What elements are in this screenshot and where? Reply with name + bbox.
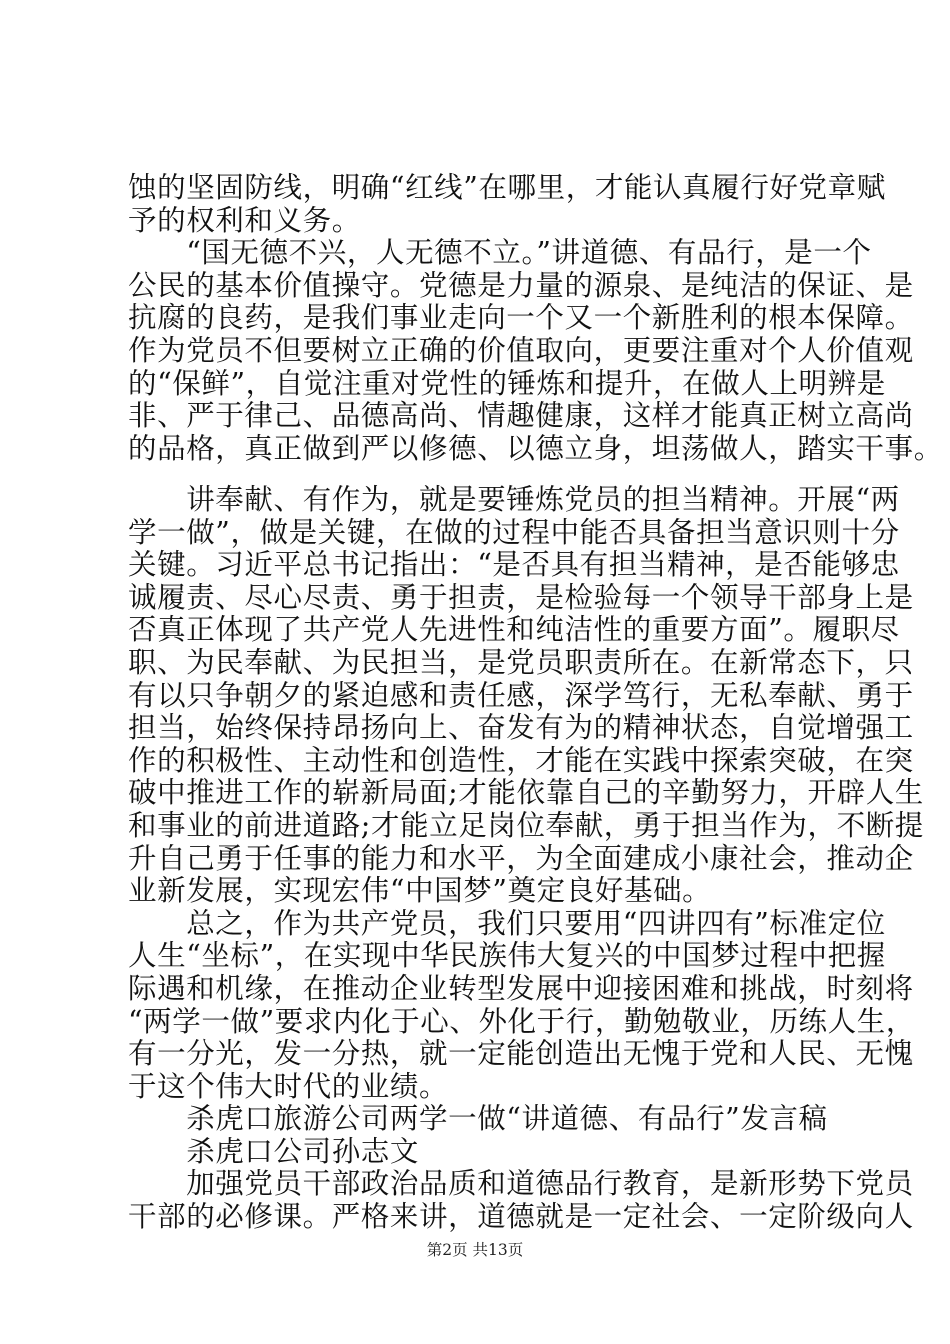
text-line: 干部的必修课。严格来讲，道德就是一定社会、一定阶级向人 — [128, 1200, 914, 1234]
page-number-footer: 第2页 共13页 — [426, 1241, 524, 1259]
text-line: 有一分光，发一分热，就一定能创造出无愧于党和人民、无愧 — [128, 1037, 914, 1071]
text-line: 关键。习近平总书记指出：“是否具有担当精神，是否能够忠 — [128, 548, 900, 582]
text-line: 人生“坐标”，在实现中华民族伟大复兴的中国梦过程中把握 — [128, 939, 886, 973]
body-text-bottom — [128, 483, 924, 1234]
text-line: 破中推进工作的崭新局面;才能依靠自己的辛勤努力，开辟人生 — [128, 776, 924, 810]
text-line: 公民的基本价值操守。党德是力量的源泉、是纯洁的保证、是 — [128, 268, 914, 302]
text-line: 否真正体现了共产党人先进性和纯洁性的重要方面”。履职尽 — [128, 613, 900, 647]
text-line: 职、为民奉献、为民担当，是党员职责所在。在新常态下，只 — [128, 645, 914, 679]
text-line: 的“保鲜”，自觉注重对党性的锤炼和提升，在做人上明辨是 — [128, 366, 886, 400]
text-line: 升自己勇于任事的能力和水平，为全面建成小康社会，推动企 — [128, 841, 914, 875]
text-line: 学一做”，做是关键，在做的过程中能否具备担当意识则十分 — [128, 515, 900, 549]
text-line: 业新发展，实现宏伟“中国梦”奠定良好基础。 — [128, 874, 712, 908]
text-line: 有以只争朝夕的紧迫感和责任感，深学笃行，无私奉献、勇于 — [128, 678, 914, 712]
text-line: 总之，作为共产党员，我们只要用“四讲四有”标准定位 — [128, 906, 886, 940]
text-line: 加强党员干部政治品质和道德品行教育，是新形势下党员 — [128, 1167, 914, 1201]
text-line: 抗腐的良药，是我们事业走向一个又一个新胜利的根本保障。 — [128, 301, 914, 335]
text-line: 际遇和机缘，在推动企业转型发展中迎接困难和挑战，时刻将 — [128, 971, 914, 1005]
body-text-top — [128, 171, 943, 465]
text-line: 的品格，真正做到严以修德、以德立身，坦荡做人，踏实干事。 — [128, 431, 943, 465]
text-line: 杀虎口公司孙志文 — [128, 1134, 420, 1168]
text-line: 予的权利和义务。 — [128, 203, 361, 237]
text-line: 蚀的坚固防线，明确“红线”在哪里，才能认真履行好党章赋 — [128, 171, 886, 204]
text-line: 作为党员不但要树立正确的价值取向，更要注重对个人价值观 — [128, 333, 914, 367]
text-line: 非、严于律己、品德高尚、情趣健康，这样才能真正树立高尚 — [128, 399, 914, 433]
text-line: “两学一做”要求内化于心、外化于行，勤勉敬业，历练人生， — [128, 1004, 915, 1038]
text-line: 和事业的前进道路;才能立足岗位奉献，勇于担当作为，不断提 — [128, 808, 924, 842]
text-line: 于这个伟大时代的业绩。 — [128, 1069, 449, 1103]
text-line: “国无德不兴，人无德不立。”讲道德、有品行，是一个 — [128, 236, 872, 270]
text-line: 作的积极性、主动性和创造性，才能在实践中探索突破，在突 — [128, 743, 914, 777]
text-line: 担当，始终保持昂扬向上、奋发有为的精神状态，自觉增强工 — [128, 711, 914, 745]
text-line: 讲奉献、有作为，就是要锤炼党员的担当精神。开展“两 — [128, 483, 900, 516]
text-line: 诚履责、尽心尽责、勇于担责，是检验每一个领导干部身上是 — [128, 580, 914, 614]
text-line: 杀虎口旅游公司两学一做“讲道德、有品行”发言稿 — [128, 1102, 828, 1136]
